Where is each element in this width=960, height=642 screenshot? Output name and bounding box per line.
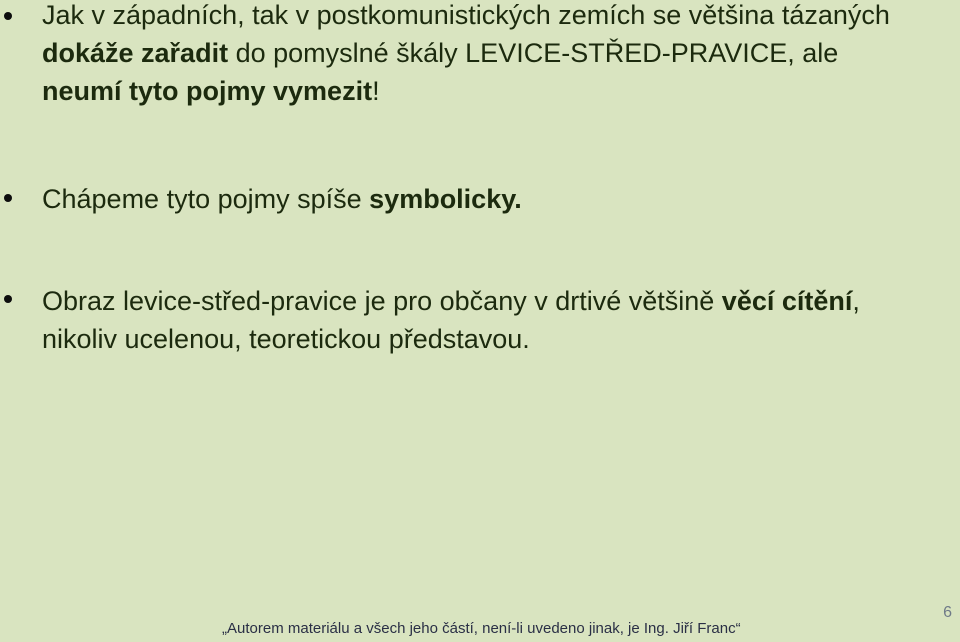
bullet-text — [42, 0, 922, 110]
footer-author-note: „Autorem materiálu a všech jeho částí, není-li uvedeno jinak, je Ing. Jiří Franc“ — [222, 620, 741, 637]
bullet-dot — [4, 12, 12, 20]
bullet-text — [42, 180, 922, 218]
bullet-dot — [4, 295, 12, 303]
text-segment: Chápeme tyto pojmy spíše — [42, 184, 370, 214]
page-number: 6 — [943, 604, 952, 621]
text-segment: , nikoliv ucelenou, teoretickou představou. — [42, 286, 860, 354]
emphasis-text: věcí cítění — [721, 286, 853, 316]
text-segment: do pomyslné škály LEVICE-STŘED-PRAVICE, ale — [228, 38, 839, 68]
text-segment: Jak v západních, tak v postkomunistických zemích se většina tázaných — [42, 0, 890, 30]
emphasis-text: symbolicky. — [369, 184, 522, 214]
text-segment: ! — [372, 76, 380, 106]
bullet-dot — [4, 194, 12, 202]
text-segment: Obraz levice-střed-pravice je pro občany v drtivé většině — [42, 286, 722, 316]
emphasis-text: neumí tyto pojmy vymezit — [42, 76, 373, 106]
bullet-text — [42, 282, 922, 358]
emphasis-text: dokáže zařadit — [42, 38, 229, 68]
